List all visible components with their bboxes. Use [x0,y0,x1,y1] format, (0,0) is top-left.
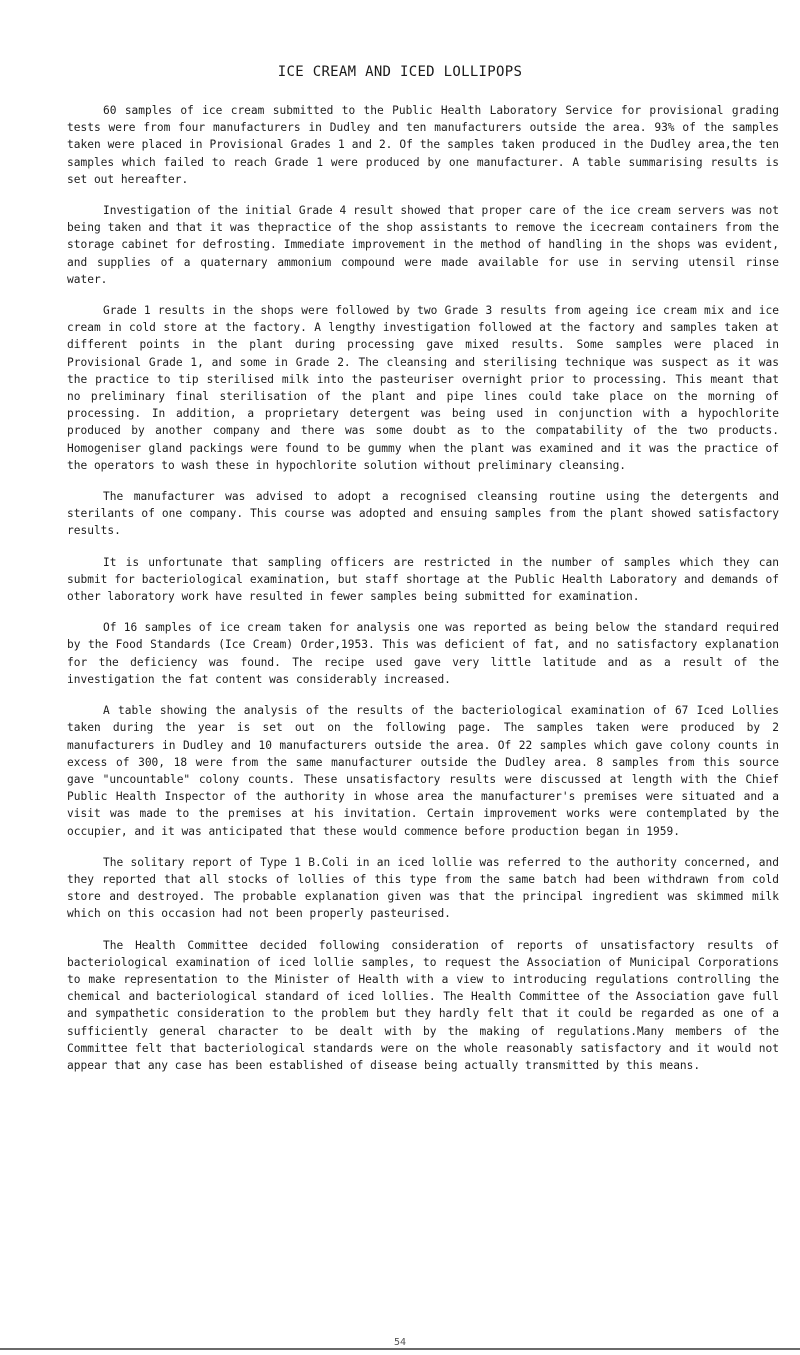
paragraph-fat-analysis: Of 16 samples of ice cream taken for analysis one was reported as being below the standard required by the Food Standards (Ice Cream) Order,1953. This was deficient of fat, and no satisfactory explanation for the deficiency was found. The recipe used gave very little latitude and as a result of the investigation the fat content was considerably increased. [67,621,779,686]
body-text [67,102,779,1074]
paragraph-health-committee: The Health Committee decided following consideration of reports of unsatisfactory results of bacteriological examination of iced lollie samples, to request the Association of Municipal Corporations to make representation to the Minister of Health with a view to introducing regulations controlling the chemical and bacteriological standard of iced lollies. The Health Committee of the Association gave full and sympathetic consideration to the problem but they hardly felt that it could be regarded as one of a sufficiently general character to be dealt with by the making of regulations.Many members of the Committee felt that bacteriological standards were on the whole reasonably satisfactory and it would not appear that any case has been established of disease being actually transmitted by this means. [67,938,779,1072]
paragraph-cleansing-routine: The manufacturer was advised to adopt a recognised cleansing routine using the detergents and sterilants of one company. This course was adopted and ensuing samples from the plant showed satisfactory results. [67,490,779,538]
paragraph-provisional-grading: 60 samples of ice cream submitted to the Public Health Laboratory Service for provisional grading tests were from four manufacturers in Dudley and ten manufacturers outside the area. 93% of the samples taken were placed in Provisional Grades 1 and 2. Of the samples taken produced in the Dudley area,the ten samples which failed to reach Grade 1 were produced by one manufacturer. A table summarising results is set out hereafter. [67,104,779,186]
page-number: 54 [393,1337,407,1348]
paragraph-grade-4-investigation: Investigation of the initial Grade 4 result showed that proper care of the ice cream servers was not being taken and that it was thepractice of the shop assistants to remove the icecream containers from the storage cabinet for defrosting. Immediate improvement in the method of handling in the shops was evident, and supplies of a quaternary ammonium compound were made available for use in serving utensil rinse water. [67,204,779,286]
paragraph-sampling-restrictions: It is unfortunate that sampling officers are restricted in the number of samples which they can submit for bacteriological examination, but staff shortage at the Public Health Laboratory and demands of other laboratory work have resulted in fewer samples being submitted for examination. [67,555,779,604]
bottom-edge-divider [0,1348,800,1350]
paragraph-factory-investigation: Grade 1 results in the shops were followed by two Grade 3 results from ageing ice cream mix and ice cream in cold store at the factory. A lengthy investigation followed at the factory and samples taken at different points in the plant during processing gave mixed results. Some samples were placed in Provisional Grade 1, and some in Grade 2. The cleansing and sterilising technique was suspect as it was the practice to tip sterilised milk into the pasteuriser overnight prior to processing. This meant that no preliminary final sterilisation of the plant and pipe lines could take place on the morning of processing. In addition, a proprietary detergent was being used in conjunction with a hypochlorite produced by another company and there was some doubt as to the compatability of the two products. Homogeniser gland packings were found to be gummy when the plant was examined and it was the practice of the operators to wash these in hypochlorite solution without preliminary cleansing. [67,304,779,472]
page-title: ICE CREAM AND ICED LOLLIPOPS [277,64,523,80]
paragraph-bcoli-report: The solitary report of Type 1 B.Coli in an iced lollie was referred to the authority concerned, and they reported that all stocks of lollies of this type from the same batch had been withdrawn from cold store and destroyed. The probable explanation given was that the principal ingredient was skimmed milk which on this occasion had not been properly pasteurised. [67,855,779,921]
paragraph-iced-lollies-results: A table showing the analysis of the results of the bacteriological examination of 67 Iced Lollies taken during the year is set out on the following page. The samples taken were produced by 2 manufacturers in Dudley and 10 manufacturers outside the area. Of 22 samples which gave colony counts in excess of 300, 18 were from the same manufacturer outside the Dudley area. 8 samples from this source gave "uncountable" colony counts. These unsatisfactory results were discussed at length with the Chief Public Health Inspector of the authority in whose area the manufacturer's premises were situated and a visit was made to the premises at his invitation. Certain improvement works were contemplated by the occupier, and it was anticipated that these would commence before production began in 1959. [67,704,779,838]
